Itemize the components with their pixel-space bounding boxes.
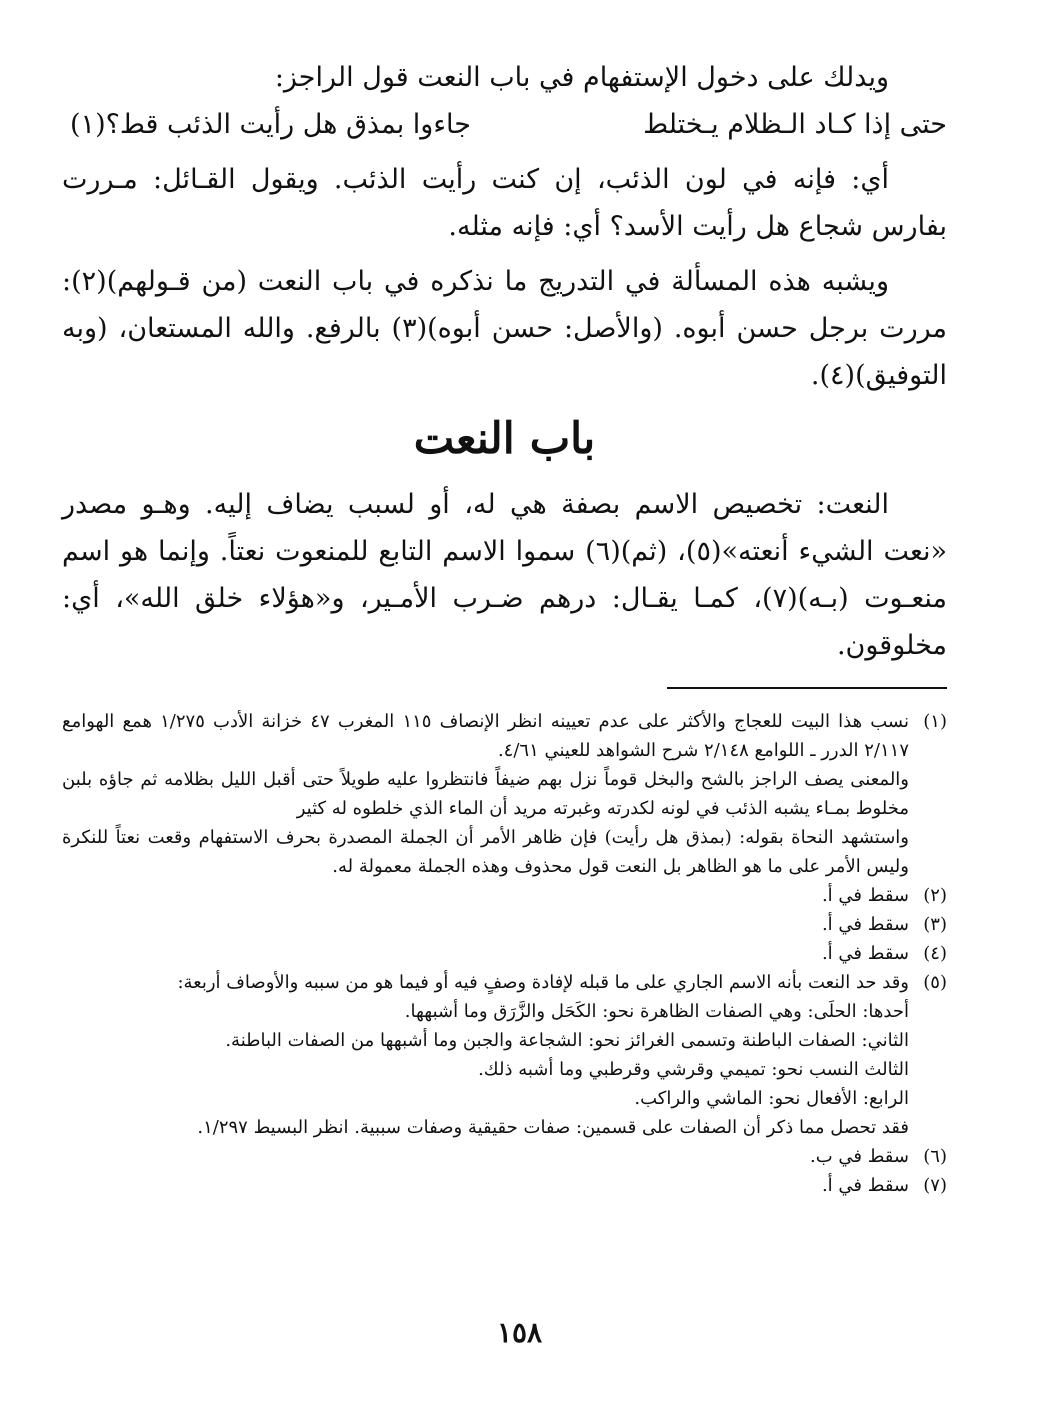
footnote-body <box>62 910 909 939</box>
footnote-6 <box>62 1142 947 1171</box>
footnote-body <box>62 939 909 968</box>
footnote-7 <box>62 1171 947 1200</box>
footnote-line: الرابع: الأفعال نحو: الماشي والراكب. <box>634 1088 909 1109</box>
footnote-number: (٢) <box>923 885 947 906</box>
footnote-2 <box>62 881 947 910</box>
footnotes <box>62 707 947 1200</box>
footnote-number: (١) <box>923 711 947 732</box>
footnote-4 <box>62 939 947 968</box>
footnote-line: وقد حد النعت بأنه الاسم الجاري على ما قبله لإفادة وصفٍ فيه أو فيما هو من سببه والأوصاف أربعة: <box>177 972 909 993</box>
paragraph-gradation: ويشبه هذه المسألة في التدريج ما نذكره في باب النعت (من قـولهم)(٢): مررت برجل حسن أبوه. (والأصل: حسن أبوه)(٣) بالرفع. والله المستعان، (وبه التوفيق)(٤). <box>62 266 947 391</box>
footnote-body <box>62 707 909 881</box>
footnote-line: الثالث النسب نحو: تميمي وقرشي وقرطبي وما أشبه ذلك. <box>478 1059 909 1080</box>
footnote-divider <box>667 687 947 689</box>
footnote-line: الثاني: الصفات الباطنة وتسمى الغرائز نحو: الشجاعة والجبن وما أشبهها من الصفات الباطنة. <box>225 1030 909 1051</box>
footnote-number: (٤) <box>923 943 947 964</box>
footnote-line: واستشهد النحاة بقوله: (بمذق هل رأيت) فإن ظاهر الأمر أن الجملة المصدرة بحرف الاستفهام وقعت نعتاً للنكرة وليس الأمر على ما هو الظاهر بل النعت قول محذوف وهذه الجملة معمولة له. <box>62 827 909 877</box>
footnote-body <box>62 1171 909 1200</box>
intro-line: ويدلك على دخول الإستفهام في باب النعت قول الراجز: <box>274 62 889 93</box>
footnote-line: نسب هذا البيت للعجاج والأكثر على عدم تعيينه انظر الإنصاف ١١٥ المغرب ٤٧ خزانة الأدب ١/٢٧٥ همع الهوامع ٢/١١٧ الدرر ـ اللوامع ٢/١٤٨ شرح الشواهد للعيني ٤/٦١. <box>62 711 909 761</box>
footnote-body <box>62 1142 909 1171</box>
section-title: باب النعت <box>413 414 596 464</box>
paragraph-definition: النعت: تخصيص الاسم بصفة هي له، أو لسبب يضاف إليه. وهـو مصدر «نعت الشيء أنعته»(٥)، (ثم)(٦) سموا الاسم التابع للمنعوت نعتاً. وإنما هو اسم منعـوت (بـه)(٧)، كمـا يقـال: درهم ضـرب الأمـير، و«هؤلاء خلق الله»، أي: مخلوقون. <box>62 489 948 661</box>
verse-first-hemistich: حتى إذا كـاد الـظلام يـختلط <box>643 109 947 140</box>
main-text <box>62 54 947 669</box>
footnote-body <box>62 881 909 910</box>
footnote-line: سقط في أ. <box>821 914 909 935</box>
footnote-line: فقد تحصل مما ذكر أن الصفات على قسمين: صفات حقيقية وصفات سببية. انظر البسيط ١/٢٩٧. <box>197 1117 909 1138</box>
footnote-number: (٥) <box>923 972 947 993</box>
poetry-verse <box>62 101 947 148</box>
footnote-line: سقط في أ. <box>821 943 909 964</box>
footnote-line: والمعنى يصف الراجز بالشح والبخل قوماً نزل بهم ضيفاً فانتظروا عليه طويلاً حتى أقبل الليل بظلامه ثم جاؤه بلبن مخلوط بمـاء يشبه الذئب في لونه لكدرته وغبرته مريد أن الماء الذي خلطوه له كثير <box>62 769 909 819</box>
footnote-5 <box>62 968 947 1142</box>
footnote-3 <box>62 910 947 939</box>
footnote-number: (٧) <box>923 1175 947 1196</box>
footnote-number: (٣) <box>923 914 947 935</box>
footnote-1 <box>62 707 947 881</box>
footnote-number: (٦) <box>923 1146 947 1167</box>
footnote-line: سقط في ب. <box>810 1146 909 1167</box>
footnote-line: سقط في أ. <box>821 885 909 906</box>
footnote-body <box>62 968 909 1142</box>
footnote-line: سقط في أ. <box>821 1175 909 1196</box>
page-number: ١٥٨ <box>496 1316 543 1349</box>
verse-second-hemistich: جاءوا بمذق هل رأيت الذئب قط؟(١) <box>70 109 471 140</box>
paragraph-wolf-explanation: أي: فإنه في لون الذئب، إن كنت رأيت الذئب. ويقول القـائل: مـررت بفارس شجاع هل رأيت الأسد؟ أي: فإنه مثله. <box>62 164 947 242</box>
footnote-line: أحدها: الحلَى: وهي الصفات الظاهرة نحو: الكَحَل والزَّرَق وما أشبهها. <box>404 1001 909 1022</box>
